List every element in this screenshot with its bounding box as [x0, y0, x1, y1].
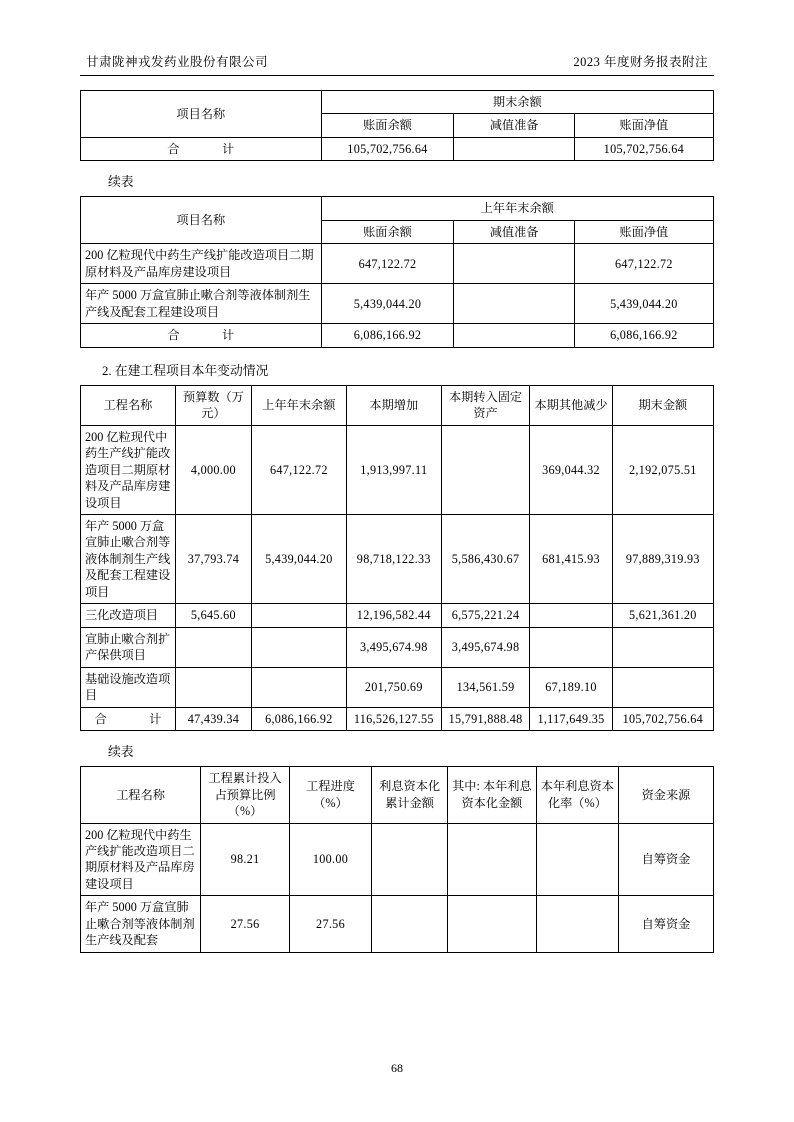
row-label-project: 三化改造项目 — [81, 604, 176, 627]
col-group-header: 上年年末余额 — [321, 197, 713, 220]
cell-progress: 27.56 — [289, 896, 371, 952]
row-label-total: 合 计 — [81, 324, 322, 347]
table-row — [81, 197, 714, 220]
col-header-item: 项目名称 — [81, 91, 322, 138]
cell-progress: 100.00 — [289, 823, 371, 896]
cell-impairment — [454, 244, 574, 284]
cell-budget: 4,000.00 — [175, 425, 251, 514]
cell-transfer-to-fixed: 134,561.59 — [441, 667, 530, 707]
cell-net-value: 105,702,756.64 — [574, 137, 713, 160]
col-header-interest-this-year: 其中: 本年利息资本化金额 — [448, 767, 537, 823]
row-label-project: 宣肺止嗽合剂扩产保供项目 — [81, 627, 176, 667]
table-row — [81, 284, 714, 324]
continued-label-1: 续表 — [108, 175, 134, 190]
continued-label-2: 续表 — [108, 745, 134, 760]
cell-impairment — [454, 324, 574, 347]
cell-end-balance — [612, 667, 713, 707]
cell-end-balance: 5,621,361.20 — [612, 604, 713, 627]
cell-impairment — [454, 284, 574, 324]
table-row — [81, 324, 714, 347]
row-label-total: 合 计 — [81, 707, 176, 730]
table-cip-progress — [80, 766, 714, 953]
table-cip-changes — [80, 385, 714, 731]
cell-begin-balance — [251, 604, 346, 627]
col-group-header: 期末余额 — [321, 91, 713, 114]
cell-begin-balance: 6,086,166.92 — [251, 707, 346, 730]
table-prior-year-balance — [80, 196, 714, 347]
table-row — [81, 604, 714, 627]
col-header-begin-balance: 上年年末余额 — [251, 385, 346, 425]
table-row — [81, 514, 714, 603]
table-row — [81, 707, 714, 730]
page-number: 68 — [391, 1061, 403, 1075]
table-cip-changes-wrapper — [80, 385, 714, 731]
cell-interest-rate — [536, 896, 618, 952]
cell-other-decrease: 1,117,649.35 — [530, 707, 612, 730]
cell-begin-balance: 647,122.72 — [251, 425, 346, 514]
cell-other-decrease — [530, 604, 612, 627]
cell-transfer-to-fixed: 15,791,888.48 — [441, 707, 530, 730]
table-period-end-balance-wrapper — [80, 90, 714, 161]
cell-investment-ratio: 27.56 — [201, 896, 290, 952]
col-header-fund-source: 资金来源 — [619, 767, 714, 823]
table-row — [81, 896, 714, 952]
cell-budget — [175, 627, 251, 667]
cell-transfer-to-fixed: 6,575,221.24 — [441, 604, 530, 627]
table-row — [81, 667, 714, 707]
cell-increase: 1,913,997.11 — [346, 425, 441, 514]
table-row — [81, 91, 714, 114]
col-header-other-decrease: 本期其他减少 — [530, 385, 612, 425]
cell-fund-source: 自筹资金 — [619, 896, 714, 952]
cell-transfer-to-fixed: 5,586,430.67 — [441, 514, 530, 603]
cell-budget — [175, 667, 251, 707]
table-prior-year-balance-wrapper — [80, 196, 714, 347]
col-header-book-balance: 账面余额 — [321, 114, 454, 137]
row-label-project: 200 亿粒现代中药生产线扩能改造项目二期原材料及产品库房建设项目 — [81, 244, 322, 284]
col-header-project-name: 工程名称 — [81, 767, 201, 823]
row-label-total: 合 计 — [81, 137, 322, 160]
cell-net-value: 647,122.72 — [574, 244, 713, 284]
col-header-item: 项目名称 — [81, 197, 322, 244]
cell-interest-cumulative — [372, 823, 448, 896]
cell-increase: 201,750.69 — [346, 667, 441, 707]
cell-budget: 47,439.34 — [175, 707, 251, 730]
row-label-project: 年产 5000 万盒宣肺止嗽合剂等液体制剂生产线及配套 — [81, 896, 201, 952]
cell-other-decrease: 67,189.10 — [530, 667, 612, 707]
col-header-end-balance: 期末金额 — [612, 385, 713, 425]
col-header-progress: 工程进度（%） — [289, 767, 371, 823]
cell-end-balance: 97,889,319.93 — [612, 514, 713, 603]
cell-impairment — [454, 137, 574, 160]
cell-end-balance: 105,702,756.64 — [612, 707, 713, 730]
row-label-project: 基础设施改造项目 — [81, 667, 176, 707]
col-header-impairment: 减值准备 — [454, 220, 574, 243]
cell-net-value: 5,439,044.20 — [574, 284, 713, 324]
cell-investment-ratio: 98.21 — [201, 823, 290, 896]
header-company: 甘肃陇神戎发药业股份有限公司 — [86, 55, 269, 69]
cell-other-decrease — [530, 627, 612, 667]
cell-other-decrease: 369,044.32 — [530, 425, 612, 514]
cell-increase: 98,718,122.33 — [346, 514, 441, 603]
col-header-net-value: 账面净值 — [574, 220, 713, 243]
cell-book-balance: 647,122.72 — [321, 244, 454, 284]
col-header-budget: 预算数（万元） — [175, 385, 251, 425]
cell-interest-cumulative — [372, 896, 448, 952]
row-label-project: 年产 5000 万盒宣肺止嗽合剂等液体制剂生产线及配套工程建设项目 — [81, 284, 322, 324]
cell-begin-balance — [251, 627, 346, 667]
cell-budget: 5,645.60 — [175, 604, 251, 627]
table-row — [81, 385, 714, 425]
cell-interest-rate — [536, 823, 618, 896]
cell-interest-this-year — [448, 823, 537, 896]
cell-fund-source: 自筹资金 — [619, 823, 714, 896]
page-header — [80, 52, 714, 76]
col-header-project-name: 工程名称 — [81, 385, 176, 425]
cell-begin-balance — [251, 667, 346, 707]
table-cip-progress-wrapper — [80, 766, 714, 953]
cell-increase: 12,196,582.44 — [346, 604, 441, 627]
col-header-interest-rate: 本年利息资本化率（%） — [536, 767, 618, 823]
cell-end-balance — [612, 627, 713, 667]
header-doc-title: 2023 年度财务报表附注 — [573, 55, 708, 69]
cell-other-decrease: 681,415.93 — [530, 514, 612, 603]
cell-transfer-to-fixed: 3,495,674.98 — [441, 627, 530, 667]
col-header-interest-cumulative: 利息资本化累计金额 — [372, 767, 448, 823]
cell-book-balance: 5,439,044.20 — [321, 284, 454, 324]
table-row — [81, 767, 714, 823]
row-label-project: 200 亿粒现代中药生产线扩能改造项目二期原材料及产品库房建设项目 — [81, 823, 201, 896]
col-header-book-balance: 账面余额 — [321, 220, 454, 243]
cell-begin-balance: 5,439,044.20 — [251, 514, 346, 603]
cell-end-balance: 2,192,075.51 — [612, 425, 713, 514]
cell-increase: 116,526,127.55 — [346, 707, 441, 730]
table-row — [81, 425, 714, 514]
cell-increase: 3,495,674.98 — [346, 627, 441, 667]
col-header-net-value: 账面净值 — [574, 114, 713, 137]
table-row — [81, 137, 714, 160]
cell-net-value: 6,086,166.92 — [574, 324, 713, 347]
col-header-impairment: 减值准备 — [454, 114, 574, 137]
cell-book-balance: 6,086,166.92 — [321, 324, 454, 347]
cell-book-balance: 105,702,756.64 — [321, 137, 454, 160]
col-header-investment-ratio: 工程累计投入占预算比例（%） — [201, 767, 290, 823]
section-title-2: 2. 在建工程项目本年变动情况 — [102, 363, 269, 378]
col-header-transfer-to-fixed: 本期转入固定资产 — [441, 385, 530, 425]
table-row — [81, 823, 714, 896]
cell-transfer-to-fixed — [441, 425, 530, 514]
cell-interest-this-year — [448, 896, 537, 952]
cell-budget: 37,793.74 — [175, 514, 251, 603]
row-label-project: 200 亿粒现代中药生产线扩能改造项目二期原材料及产品库房建设项目 — [81, 425, 176, 514]
row-label-project: 年产 5000 万盒宣肺止嗽合剂等液体制剂生产线及配套工程建设项目 — [81, 514, 176, 603]
col-header-increase: 本期增加 — [346, 385, 441, 425]
table-row — [81, 244, 714, 284]
table-period-end-balance — [80, 90, 714, 161]
table-row — [81, 627, 714, 667]
